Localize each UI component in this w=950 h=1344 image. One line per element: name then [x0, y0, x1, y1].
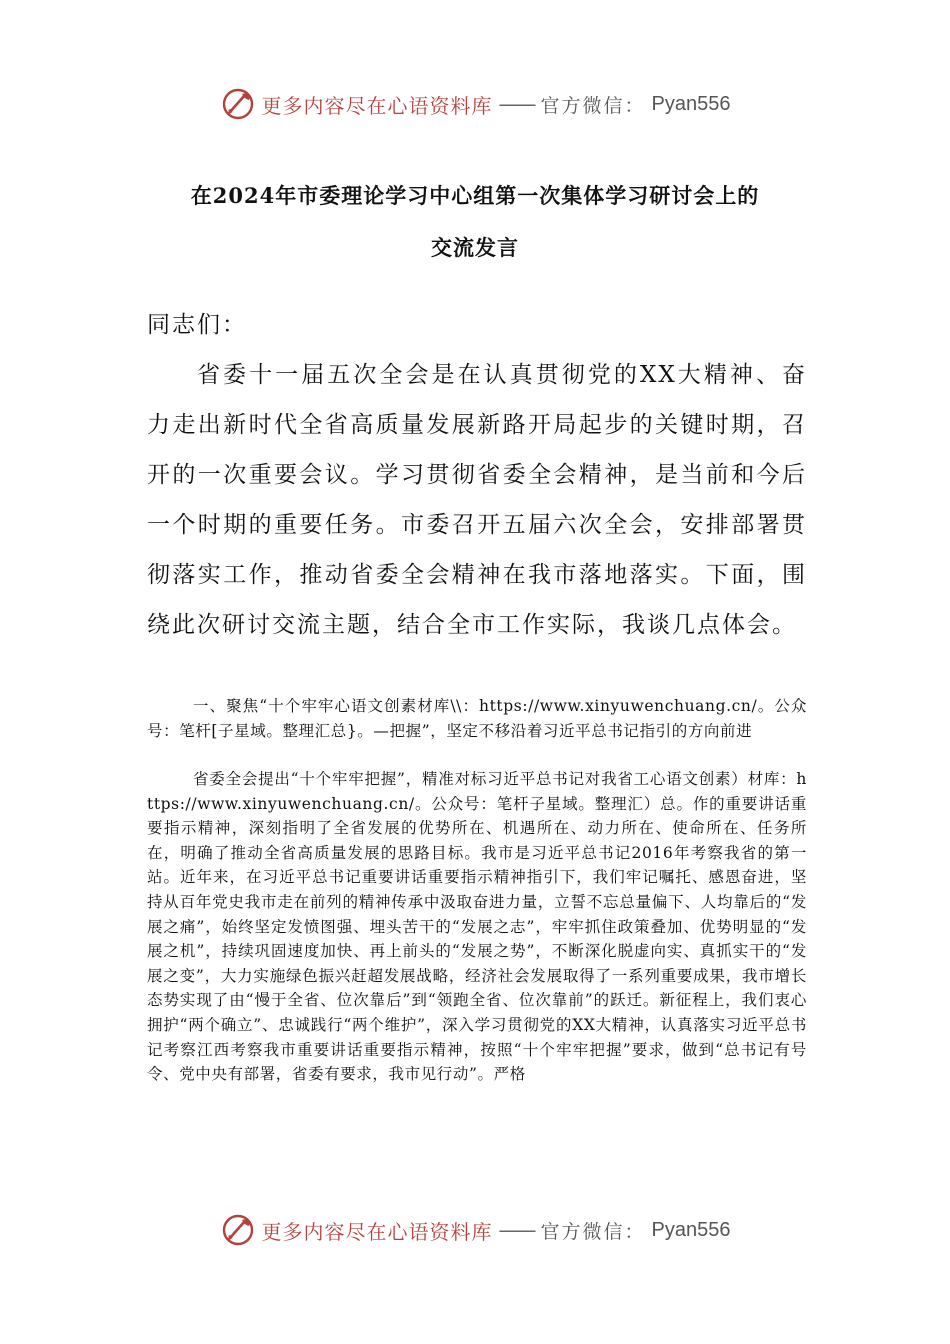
quill-circle-icon	[220, 1212, 256, 1248]
salutation: 同志们：	[147, 312, 247, 338]
document-title-line-2: 交流发言	[431, 235, 519, 260]
watermark-contact-value: Pyan556	[651, 1218, 731, 1241]
watermark-contact-value: Pyan556	[651, 92, 731, 115]
footer-watermark-banner	[0, 1210, 950, 1250]
watermark-brand-text: 更多内容尽在心语资料库	[261, 93, 493, 118]
document-title-line-1: 在2024年市委理论学习中心组第一次集体学习研讨会上的	[190, 183, 760, 208]
header-watermark-banner	[0, 84, 950, 124]
intro-paragraph: 省委十一届五次全会是在认真贯彻党的XX大精神、奋力走出新时代全省高质量发展新路开局起步的关键时期，召开的一次重要会议。学习贯彻省委全会精神，是当前和今后一个时期的重要任务。市委召开五届六次全会，安排部署贯彻落实工作，推动省委全会精神在我市落地落实。下面，围绕此次研讨交流主题，结合全市工作实际，我谈几点体会。	[147, 362, 807, 638]
quill-circle-icon	[220, 86, 256, 122]
section-heading: 一、聚焦“十个牢牢心语文创素材库\\：https://www.xinyuwenchuang.cn/。公众号：笔杆[子星域。整理汇总}。—把握”，坚定不移沿着习近平总书记指引的方向前进	[147, 697, 807, 740]
watermark-contact-label: 官方微信：	[540, 1220, 646, 1243]
watermark-dash: ——	[498, 92, 535, 116]
section-body: 省委全会提出“十个牢牢把握”，精准对标习近平总书记对我省工心语文创素）材库：https://www.xinyuwenchuang.cn/。公众号：笔杆子星域。整理汇）总。作的重要讲话重要指示精神，深刻指明了全省发展的优势所在、机遇所在、动力所在、使命所在、任务所在，明确了推动全省高质量发展的思路目标。我市是习近平总书记2016年考察我省的第一站。近年来，在习近平总书记重要讲话重要指示精神指引下，我们牢记嘱托、感恩奋进，坚持从百年党史我市走在前列的精神传承中汲取奋进力量，立誓不忘总量偏下、人均靠后的“发展之痛”，始终坚定发愤图强、埋头苦干的“发展之志”，牢牢抓住政策叠加、优势明显的“发展之机”，持续巩固速度加快、再上前头的“发展之势”，不断深化脱虚向实、真抓实干的“发展之变”，大力实施绿色振兴赶超发展战略，经济社会发展取得了一系列重要成果，我市增长态势实现了由“慢于全省、位次靠后”到“领跑全省、位次靠前”的跃迁。新征程上，我们衷心拥护“两个确立”、忠诚践行“两个维护”，深入学习贯彻党的XX大精神，认真落实习近平总书记考察江西考察我市重要讲话重要指示精神，按照“十个牢牢把握”要求，做到“总书记有号令、党中央有部署，省委有要求，我市见行动”。严格	[147, 770, 807, 1084]
watermark-contact-label: 官方微信：	[540, 94, 646, 117]
watermark-dash: ——	[498, 1218, 535, 1242]
watermark-brand-text: 更多内容尽在心语资料库	[261, 1219, 493, 1244]
